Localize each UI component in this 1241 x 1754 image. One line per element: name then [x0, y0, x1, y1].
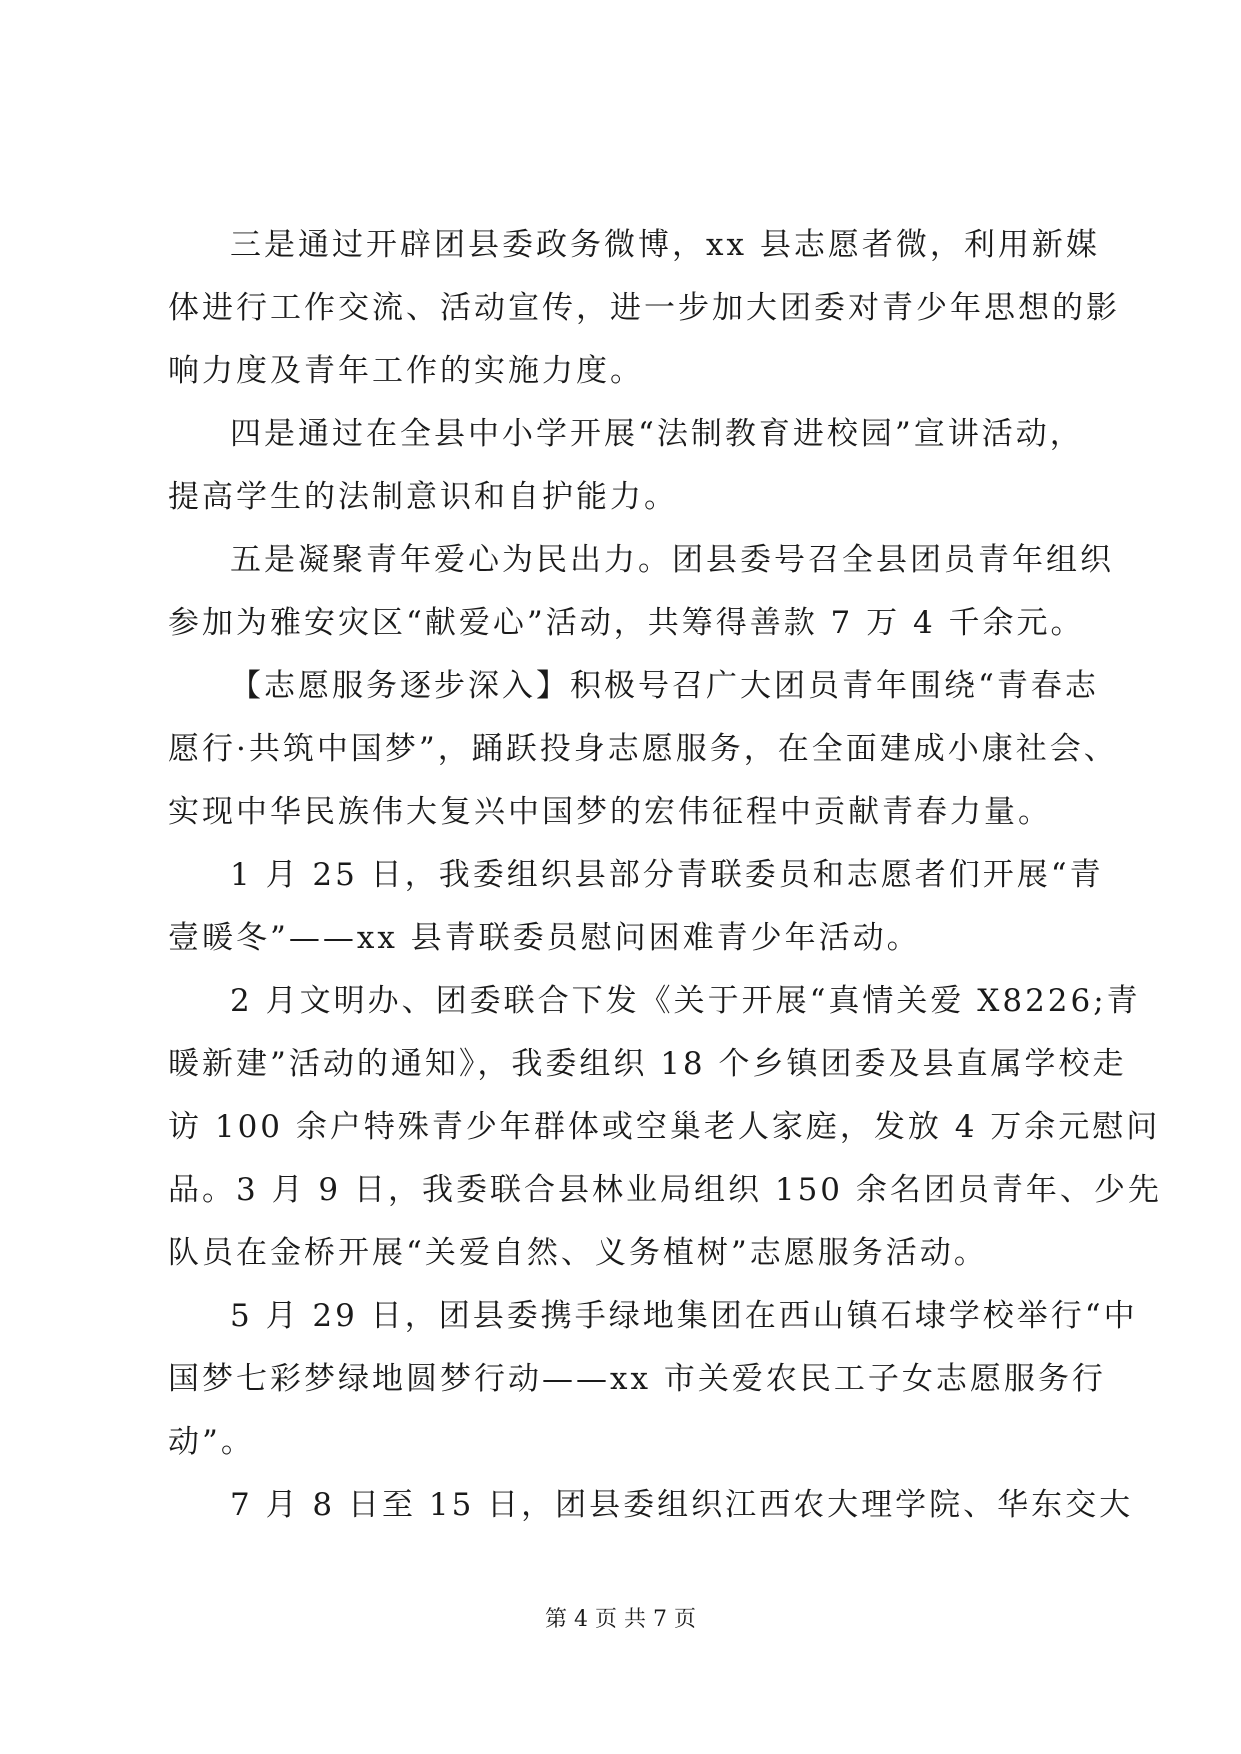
- text-line: 四是通过在全县中小学开展“法制教育进校园”宣讲活动，: [230, 416, 1084, 452]
- text-line: 五是凝聚青年爱心为民出力。团县委号召全县团员青年组织: [230, 542, 1114, 578]
- text-line: 【志愿服务逐步深入】积极号召广大团员青年围绕“青春志: [230, 668, 1099, 704]
- text-line: 队员在金桥开展“关爱自然、义务植树”志愿服务活动。: [168, 1235, 988, 1271]
- text-line: 三是通过开辟团县委政务微博，xx 县志愿者微，利用新媒: [230, 227, 1100, 263]
- text-line: 2 月文明办、团委联合下发《关于开展“真情关爱 X8226;青: [230, 983, 1141, 1019]
- page-footer: 第 4 页 共 7 页: [545, 1607, 696, 1632]
- text-line: 7 月 8 日至 15 日，团县委组织江西农大理学院、华东交大: [230, 1487, 1134, 1523]
- text-line: 访 100 余户特殊青少年群体或空巢老人家庭，发放 4 万余元慰问: [168, 1109, 1161, 1145]
- text-line: 1 月 25 日，我委组织县部分青联委员和志愿者们开展“青: [230, 857, 1104, 893]
- text-line: 壹暖冬”——xx 县青联委员慰问困难青少年活动。: [168, 920, 921, 956]
- text-line: 愿行·共筑中国梦”，踊跃投身志愿服务，在全面建成小康社会、: [168, 731, 1118, 767]
- text-line: 动”。: [168, 1424, 255, 1460]
- text-line: 品。3 月 9 日，我委联合县林业局组织 150 余名团员青年、少先: [168, 1172, 1162, 1208]
- text-line: 参加为雅安灾区“献爱心”活动，共筹得善款 7 万 4 千余元。: [168, 605, 1085, 641]
- text-line: 5 月 29 日，团县委携手绿地集团在西山镇石埭学校举行“中: [230, 1298, 1138, 1334]
- text-line: 暖新建”活动的通知》，我委组织 18 个乡镇团委及县直属学校走: [168, 1046, 1127, 1082]
- text-line: 实现中华民族伟大复兴中国梦的宏伟征程中贡献青春力量。: [168, 794, 1052, 830]
- text-line: 提高学生的法制意识和自护能力。: [168, 479, 678, 515]
- text-line: 体进行工作交流、活动宣传，进一步加大团委对青少年思想的影: [168, 290, 1120, 326]
- text-line: 响力度及青年工作的实施力度。: [168, 353, 644, 389]
- text-line: 国梦七彩梦绿地圆梦行动——xx 市关爱农民工子女志愿服务行: [168, 1361, 1106, 1397]
